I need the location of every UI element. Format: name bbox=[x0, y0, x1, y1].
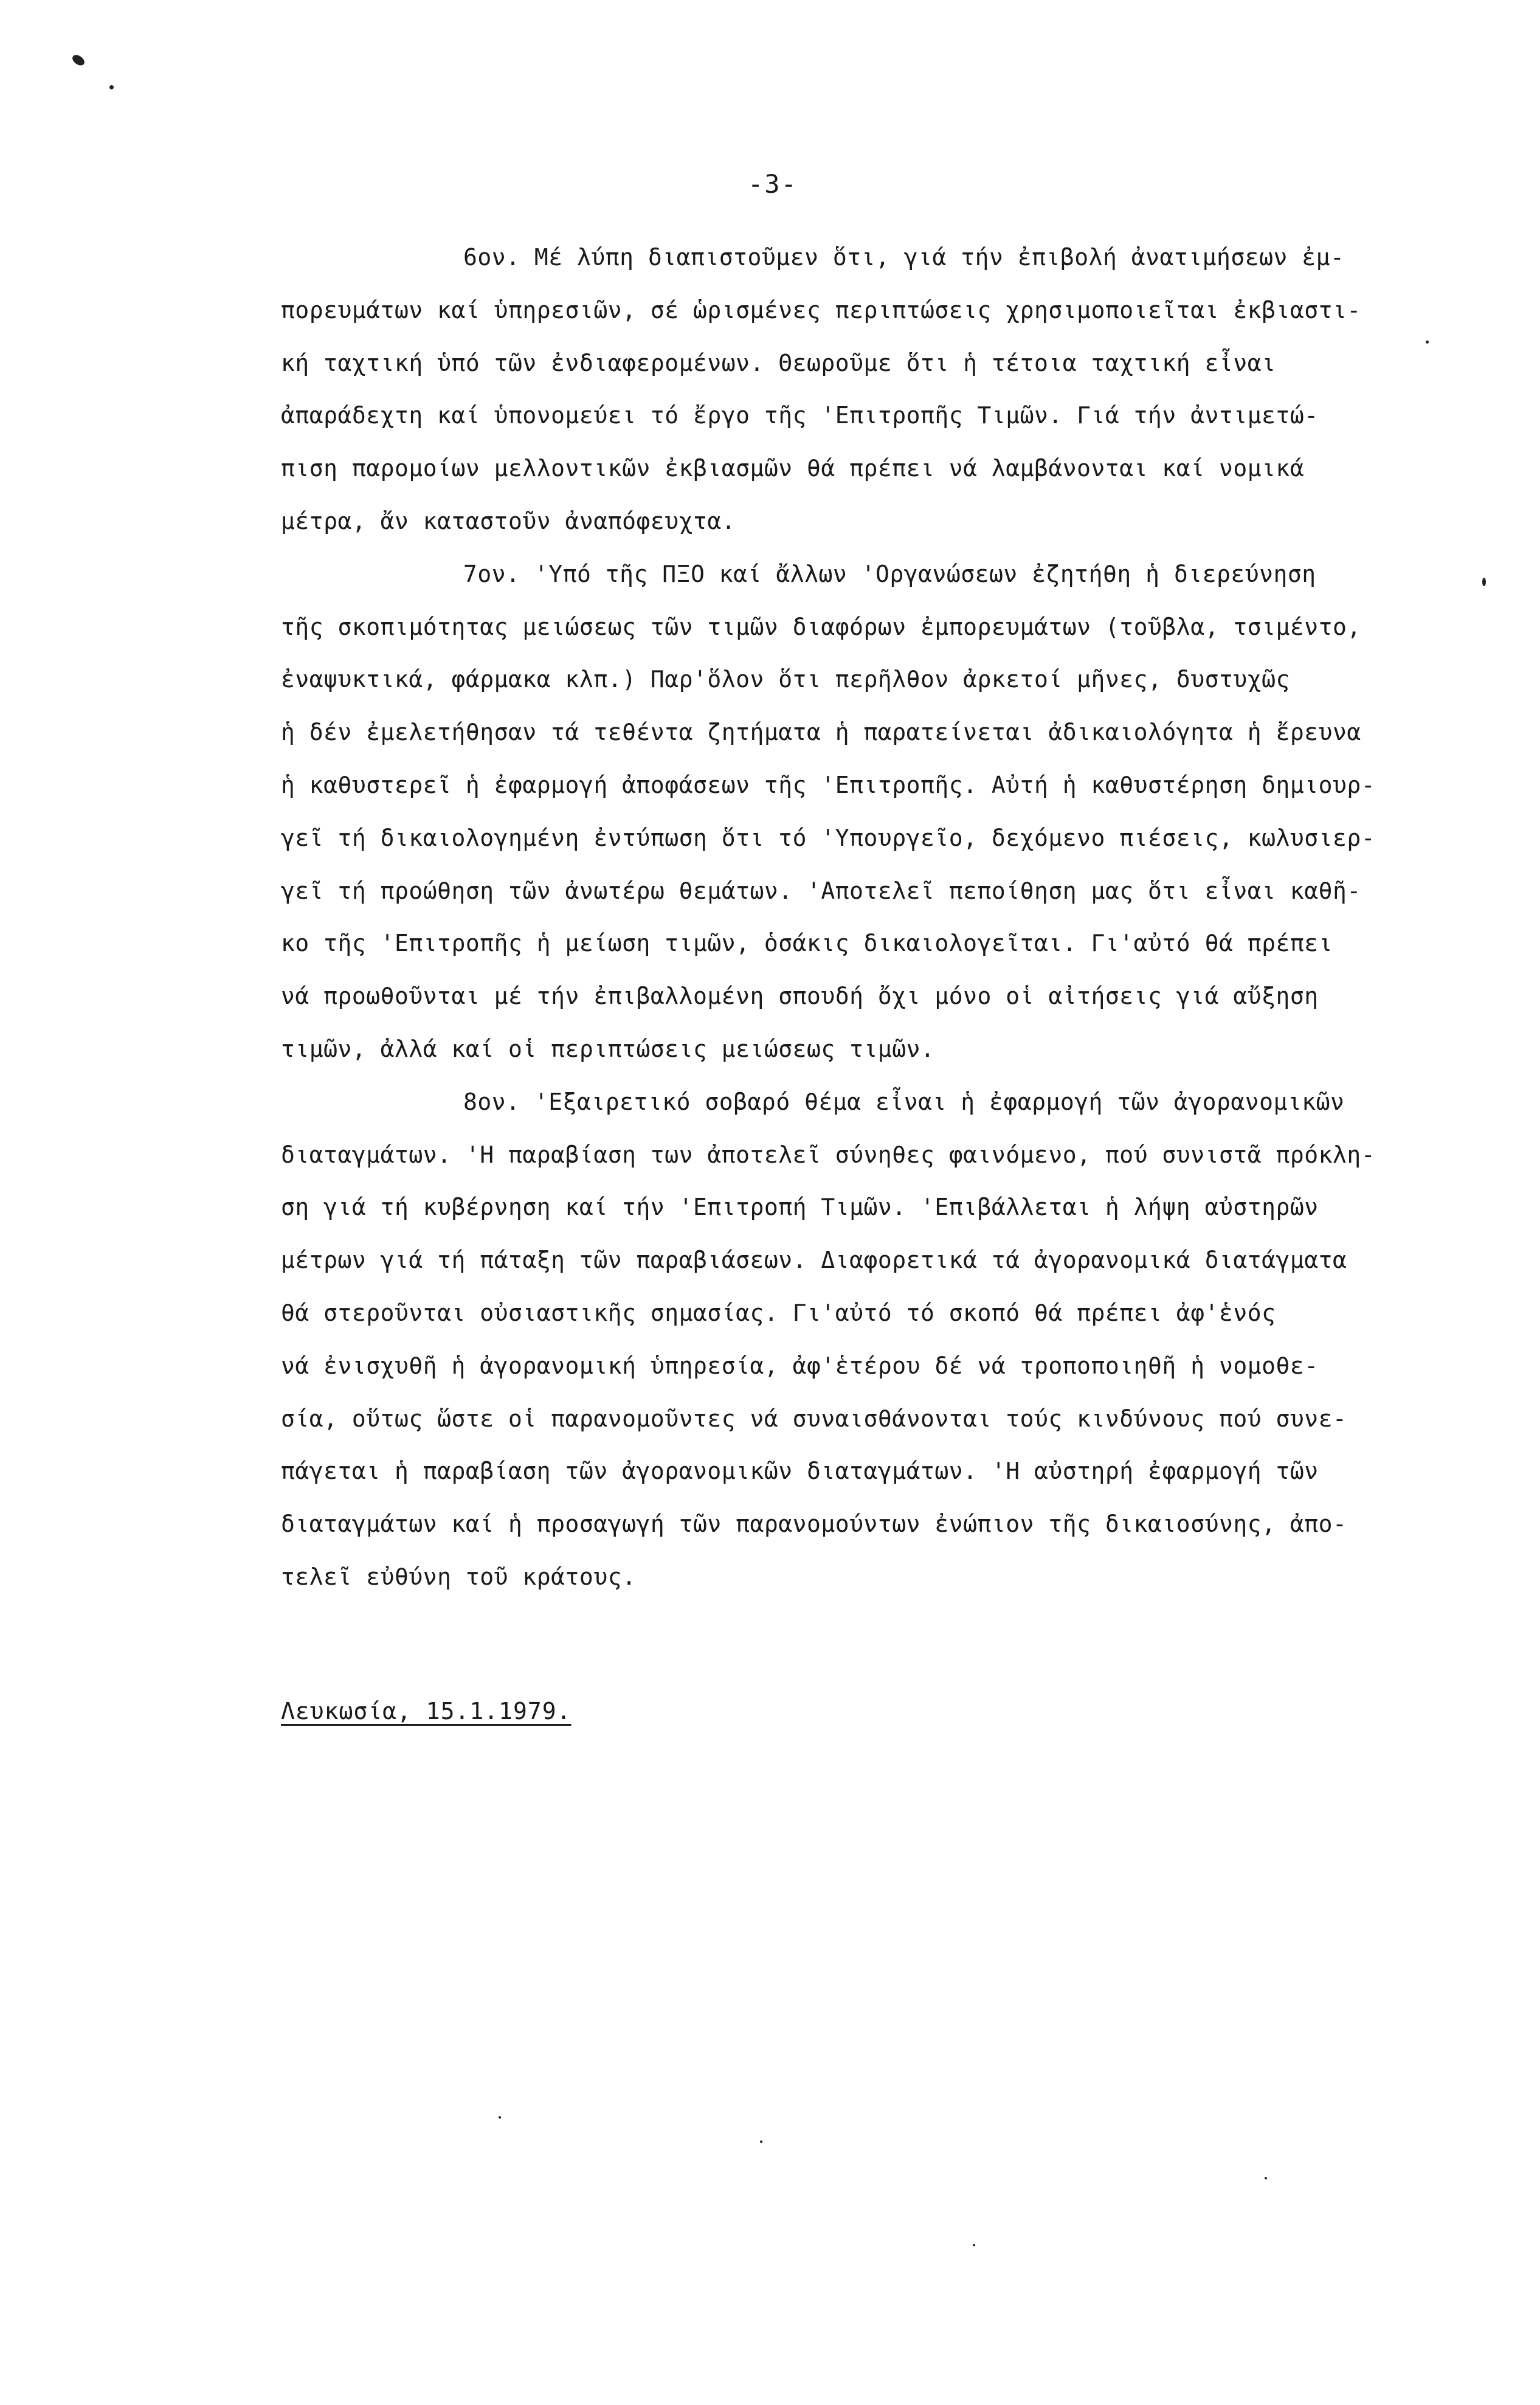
scan-speck bbox=[1426, 341, 1429, 344]
text-line: ση γιά τή κυβέρνηση καί τήν 'Επιτροπή Τιμῶν. 'Επιβάλλεται ἡ λήψη αὐστηρῶν bbox=[281, 1194, 1319, 1221]
text-line: γεῖ τή δικαιολογημένη ἐντύπωση ὅτι τό 'Υπουργεῖο, δεχόμενο πιέσεις, κωλυσιερ- bbox=[281, 824, 1376, 851]
scan-speck bbox=[109, 85, 114, 89]
text-line: νά ἐνισχυθῆ ἡ ἀγορανομική ὑπηρεσία, ἀφ'ἑτέρου δέ νά τροποποιηθῆ ἡ νομοθε- bbox=[281, 1352, 1319, 1379]
text-line: ἡ καθυστερεῖ ἡ ἐφαρμογή ἀποφάσεων τῆς 'Επιτροπῆς. Αὐτή ἡ καθυστέρηση δημιουρ- bbox=[281, 771, 1376, 798]
text-line: τιμῶν, ἀλλά καί οἱ περιπτώσεις μειώσεως τιμῶν. bbox=[281, 1035, 935, 1062]
text-line: πιση παρομοίων μελλοντικῶν ἐκβιασμῶν θά πρέπει νά λαμβάνονται καί νομικά bbox=[281, 455, 1305, 482]
paragraph-8 bbox=[281, 1076, 1460, 1604]
text-line: κή ταχτική ὑπό τῶν ἐνδιαφερομένων. Θεωροῦμε ὅτι ἡ τέτοια ταχτική εἶναι bbox=[281, 349, 1276, 376]
text-line: πορευμάτων καί ὑπηρεσιῶν, σέ ὡρισμένες περιπτώσεις χρησιμοποιεῖται ἐκβιαστι- bbox=[281, 296, 1361, 324]
text-line: πάγεται ἡ παραβίαση τῶν ἀγορανομικῶν διαταγμάτων. 'Η αὐστηρή ἐφαρμογή τῶν bbox=[281, 1458, 1319, 1485]
text-line: σία, οὕτως ὥστε οἱ παρανομοῦντες νά συναισθάνονται τούς κινδύνους πού συνε- bbox=[281, 1405, 1347, 1432]
page-number: -3- bbox=[748, 169, 798, 199]
text-line: μέτρων γιά τή πάταξη τῶν παραβιάσεων. Διαφορετικά τά ἀγορανομικά διατάγματα bbox=[281, 1247, 1347, 1274]
text-line: 6ον. Μέ λύπη διαπιστοῦμεν ὅτι, γιά τήν ἐπιβολή ἀνατιμήσεων ἐμ- bbox=[463, 244, 1345, 271]
text-line: μέτρα, ἄν καταστοῦν ἀναπόφευχτα. bbox=[281, 507, 736, 535]
text-line: ἡ δέν ἐμελετήθησαν τά τεθέντα ζητήματα ἡ παρατείνεται ἀδικαιολόγητα ἡ ἔρευνα bbox=[281, 719, 1361, 746]
text-line: ἐναψυκτικά, φάρμακα κλπ.) Παρ'ὅλον ὅτι περῆλθον ἀρκετοί μῆνες, δυστυχῶς bbox=[281, 666, 1290, 693]
place-date-signoff: Λευκωσία, 15.1.1979. bbox=[281, 1698, 571, 1725]
scan-speck bbox=[973, 2244, 975, 2246]
scan-speck bbox=[499, 2116, 501, 2119]
text-line: θά στεροῦνται οὐσιαστικῆς σημασίας. Γι'αὐτό τό σκοπό θά πρέπει ἀφ'ἑνός bbox=[281, 1299, 1276, 1326]
text-line: νά προωθοῦνται μέ τήν ἐπιβαλλομένη σπουδή ὄχι μόνο οἱ αἰτήσεις γιά αὔξηση bbox=[281, 983, 1319, 1010]
scan-speck bbox=[1482, 578, 1486, 586]
text-line: 8ον. 'Εξαιρετικό σοβαρό θέμα εἶναι ἡ ἐφαρμογή τῶν ἀγορανομικῶν bbox=[463, 1088, 1345, 1115]
text-line: ἀπαράδεχτη καί ὑπονομεύει τό ἔργο τῆς 'Επιτροπῆς Τιμῶν. Γιά τήν ἀντιμετώ- bbox=[281, 402, 1319, 429]
scan-speck bbox=[760, 2140, 762, 2143]
body-text bbox=[281, 231, 1460, 1604]
text-line: διαταγμάτων καί ἡ προσαγωγή τῶν παρανομούντων ἐνώπιον τῆς δικαιοσύνης, ἀπο- bbox=[281, 1510, 1347, 1538]
paragraph-7 bbox=[281, 548, 1460, 1076]
scan-speck bbox=[1265, 2177, 1267, 2179]
text-line: 7ον. 'Υπό τῆς ΠΞΟ καί ἄλλων 'Οργανώσεων ἐζητήθη ἡ διερεύνηση bbox=[463, 560, 1316, 587]
paragraph-6 bbox=[281, 231, 1460, 548]
text-line: κο τῆς 'Επιτροπῆς ἡ μείωση τιμῶν, ὁσάκις δικαιολογεῖται. Γι'αὐτό θά πρέπει bbox=[281, 930, 1333, 957]
text-line: τῆς σκοπιμότητας μειώσεως τῶν τιμῶν διαφόρων ἐμπορευμάτων (τοῦβλα, τσιμέντο, bbox=[281, 613, 1361, 640]
text-line: διαταγμάτων. 'Η παραβίαση των ἀποτελεῖ σύνηθες φαινόμενο, πού συνιστᾶ πρόκλη- bbox=[281, 1141, 1376, 1168]
text-line: γεῖ τή προώθηση τῶν ἀνωτέρω θεμάτων. 'Αποτελεῖ πεποίθηση μας ὅτι εἶναι καθῆ- bbox=[281, 877, 1361, 904]
scan-speck bbox=[71, 53, 86, 67]
text-line: τελεῖ εὐθύνη τοῦ κράτους. bbox=[281, 1563, 637, 1590]
